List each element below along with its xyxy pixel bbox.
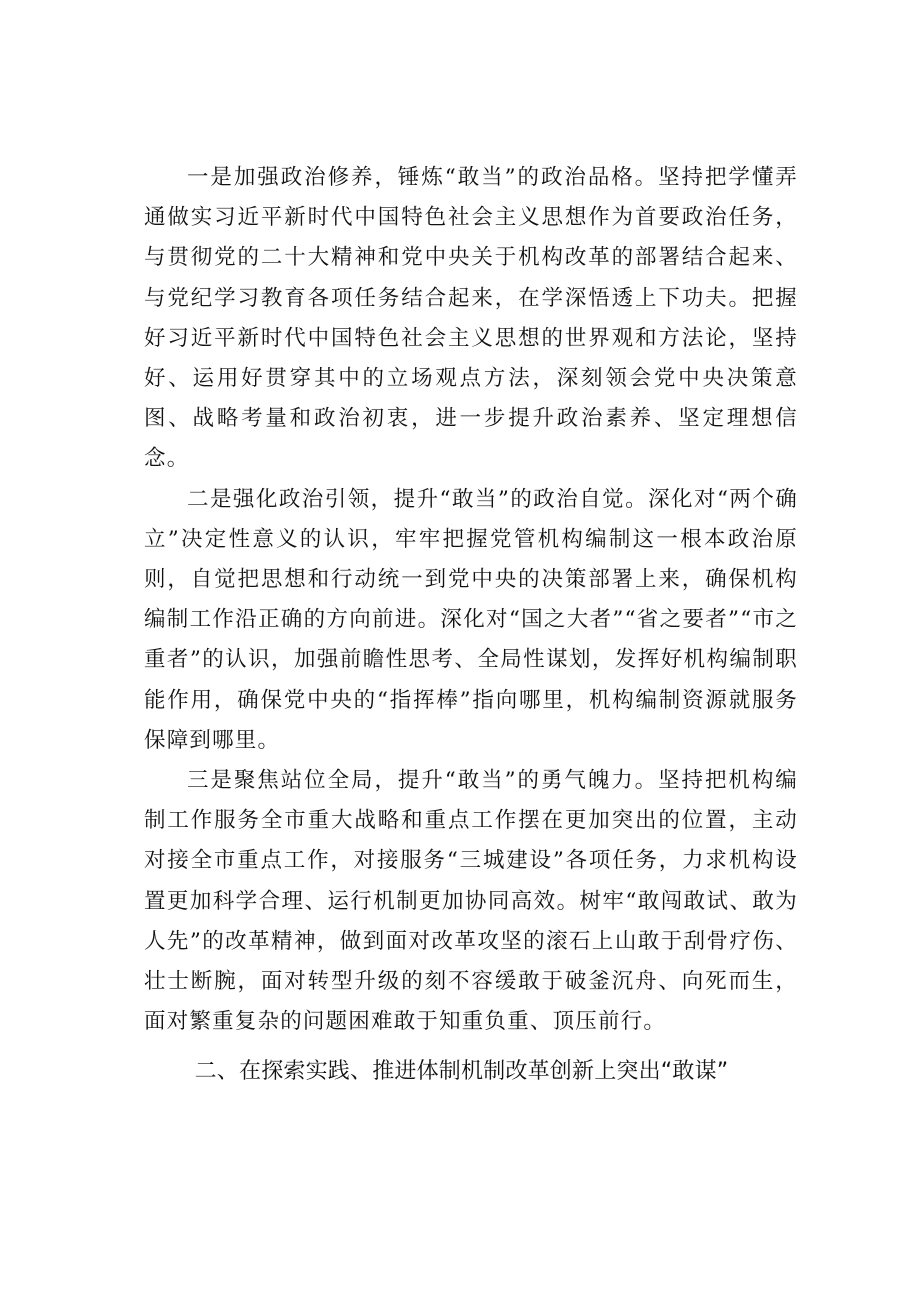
paragraph-political-cultivation: 一是加强政治修养，锤炼“敢当”的政治品格。坚持把学懂弄通做实习近平新时代中国特色社会主义思想作为首要政治任务，与贯彻党的二十大精神和党中央关于机构改革的部署结合起来、与党纪学习教育各项任务结合起来，在学深悟透上下功夫。把握好习近平新时代中国特色社会主义思想的世界观和方法论，坚持好、运用好贯穿其中的立场观点方法，深刻领会党中央决策意图、战略考量和政治初衷，进一步提升政治素养、坚定理想信念。	[144, 165, 798, 472]
document-body	[144, 158, 798, 1092]
paragraph-overall-situation: 三是聚焦站位全局，提升“敢当”的勇气魄力。坚持把机构编制工作服务全市重大战略和重点工作摆在更加突出的位置，主动对接全市重点工作，对接服务“三城建设”各项任务，力求机构设置更加科学合理、运行机制更加协同高效。树牢“敢闯敢试、敢为人先”的改革精神，做到面对改革攻坚的滚石上山敢于刮骨疗伤、壮士断腕，面对转型升级的刻不容缓敢于破釜沉舟、向死而生，面对繁重复杂的问题困难敢于知重负重、顶压前行。	[144, 768, 798, 1035]
paragraph-political-leadership: 二是强化政治引领，提升“敢当”的政治自觉。深化对“两个确立”决定性意义的认识，牢牢把握党管机构编制这一根本政治原则，自觉把思想和行动统一到党中央的决策部署上来，确保机构编制工作沿正确的方向前进。深化对“国之大者”“省之要者”“市之重者”的认识，加强前瞻性思考、全局性谋划，发挥好机构编制职能作用，确保党中央的“指挥棒”指向哪里，机构编制资源就服务保障到哪里。	[144, 486, 798, 753]
section-heading: 二、在探索实践、推进体制机制改革创新上突出“敢谋”	[194, 1059, 729, 1085]
